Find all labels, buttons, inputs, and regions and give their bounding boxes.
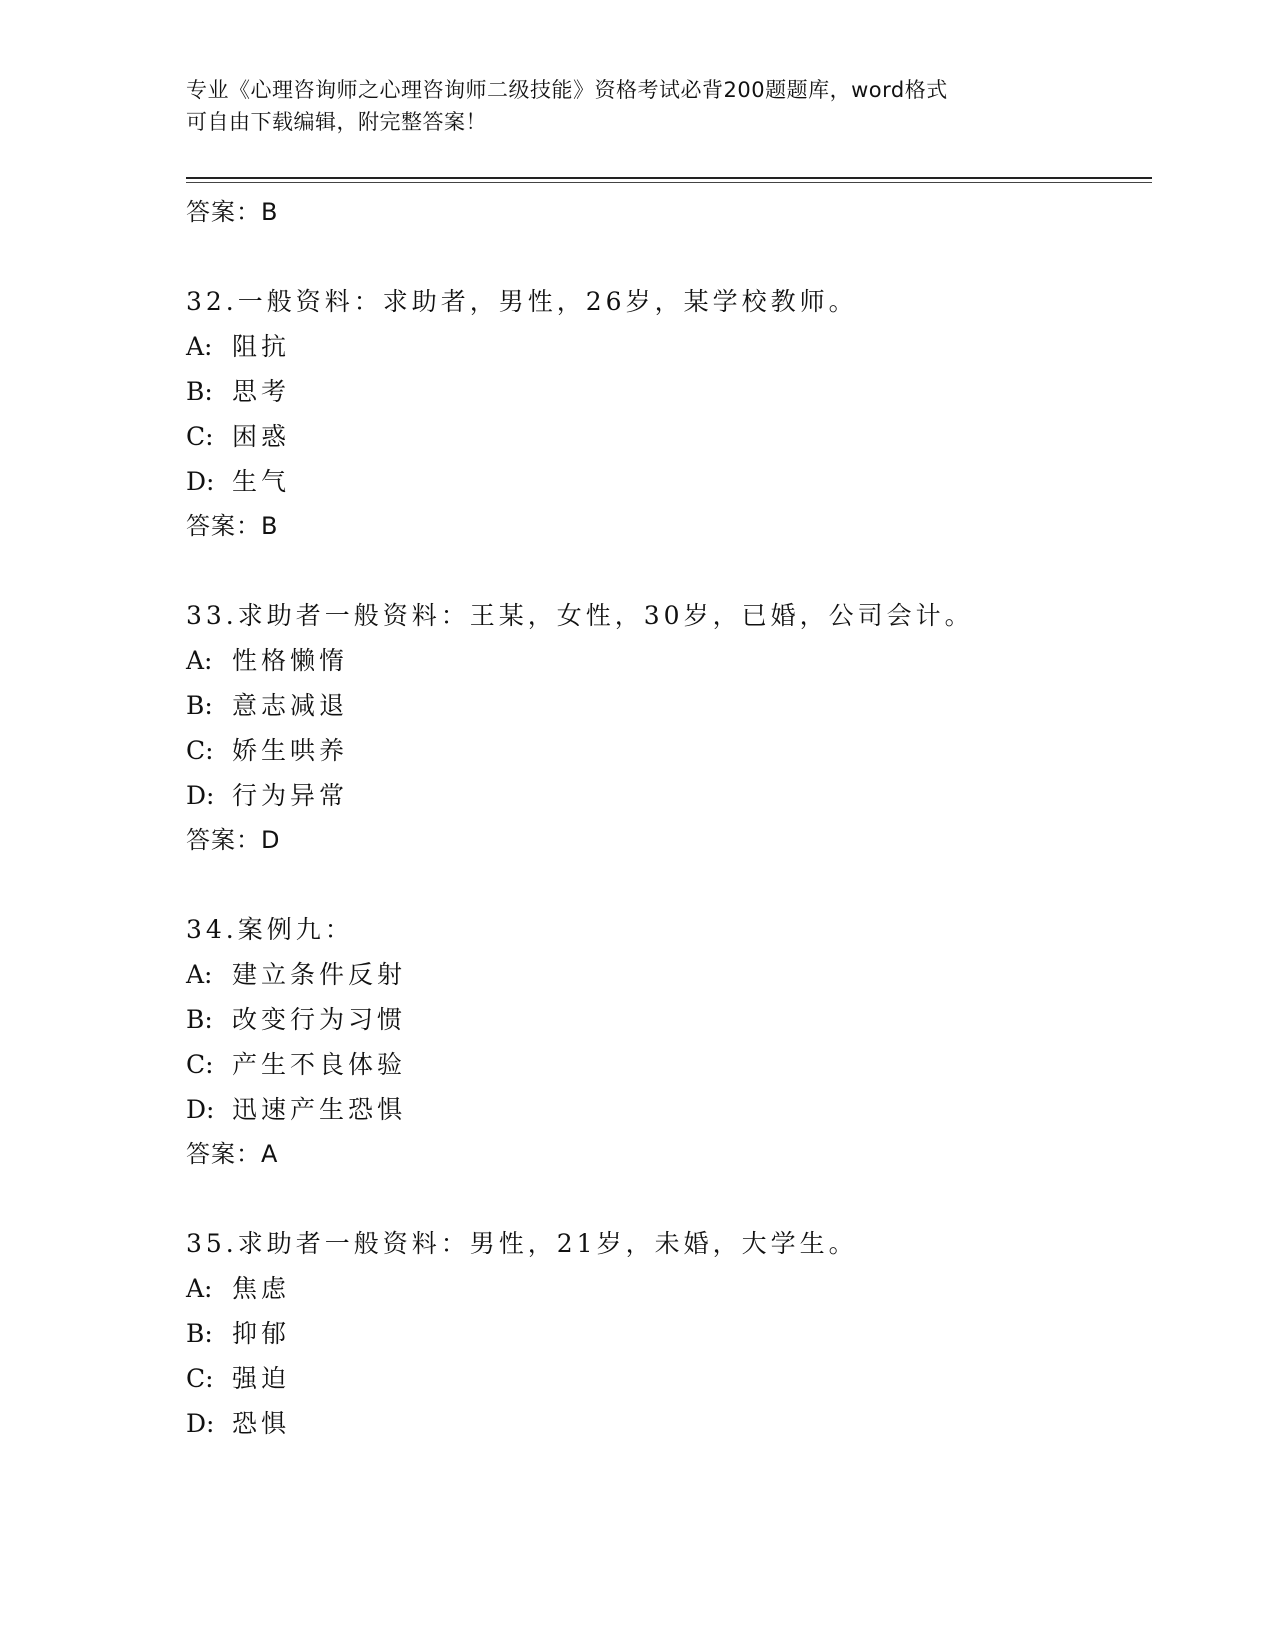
option-letter: B: <box>186 691 213 720</box>
option-text: 改变行为习惯 <box>232 1005 407 1034</box>
option-c <box>186 728 1152 773</box>
option-c <box>186 414 1152 459</box>
spacer <box>186 1177 1152 1221</box>
option-letter: D: <box>186 1095 215 1124</box>
option-letter: B: <box>186 1319 213 1348</box>
option-text: 娇生哄养 <box>232 736 349 765</box>
question-stem: 34.案例九： <box>186 915 354 944</box>
option-text: 强迫 <box>232 1364 291 1393</box>
question-stem: 35.求助者一般资料：男性，21岁，未婚，大学生。 <box>186 1229 858 1258</box>
spacer <box>186 235 1152 279</box>
option-letter: A: <box>186 332 213 361</box>
option-c <box>186 1042 1152 1087</box>
answer-line: 答案：D <box>186 826 281 854</box>
option-letter: C: <box>186 1050 214 1079</box>
option-text: 建立条件反射 <box>232 960 407 989</box>
option-letter: D: <box>186 781 215 810</box>
option-a <box>186 638 1152 683</box>
option-text: 性格懒惰 <box>232 646 349 675</box>
option-letter: C: <box>186 736 214 765</box>
option-text: 抑郁 <box>232 1319 291 1348</box>
option-letter: B: <box>186 377 213 406</box>
option-b <box>186 369 1152 414</box>
option-a <box>186 1266 1152 1311</box>
option-letter: A: <box>186 960 213 989</box>
document-header <box>186 74 1066 138</box>
option-b <box>186 683 1152 728</box>
option-text: 意志减退 <box>232 691 349 720</box>
option-c <box>186 1356 1152 1401</box>
option-text: 焦虑 <box>232 1274 291 1303</box>
option-letter: A: <box>186 646 213 675</box>
option-letter: A: <box>186 1274 213 1303</box>
option-d <box>186 1087 1152 1132</box>
option-b <box>186 1311 1152 1356</box>
header-line-2: 可自由下载编辑，附完整答案！ <box>186 110 487 134</box>
option-letter: C: <box>186 1364 214 1393</box>
answer-line: 答案：A <box>186 1140 279 1168</box>
option-d <box>186 1401 1152 1446</box>
option-text: 产生不良体验 <box>232 1050 407 1079</box>
option-text: 生气 <box>232 467 291 496</box>
option-text: 迅速产生恐惧 <box>232 1095 407 1124</box>
option-letter: D: <box>186 1409 215 1438</box>
option-d <box>186 773 1152 818</box>
option-text: 思考 <box>232 377 291 406</box>
option-letter: D: <box>186 467 215 496</box>
header-line-1: 专业《心理咨询师之心理咨询师二级技能》资格考试必背200题题库，word格式 <box>186 78 948 102</box>
question-stem: 32.一般资料：求助者，男性，26岁，某学校教师。 <box>186 287 858 316</box>
answer-line: 答案：B <box>186 512 279 540</box>
option-a <box>186 952 1152 997</box>
option-a <box>186 324 1152 369</box>
option-letter: B: <box>186 1005 213 1034</box>
answer-line: 答案：B <box>186 198 279 226</box>
option-text: 行为异常 <box>232 781 349 810</box>
header-divider-thick <box>186 177 1152 179</box>
option-b <box>186 997 1152 1042</box>
spacer <box>186 549 1152 593</box>
spacer <box>186 863 1152 907</box>
option-text: 恐惧 <box>232 1409 291 1438</box>
option-d <box>186 459 1152 504</box>
question-stem: 33.求助者一般资料：王某，女性，30岁，已婚，公司会计。 <box>186 601 974 630</box>
option-letter: C: <box>186 422 214 451</box>
option-text: 阻抗 <box>232 332 291 361</box>
question-list <box>186 190 1152 1446</box>
header-divider-thin <box>186 182 1152 183</box>
option-text: 困惑 <box>232 422 291 451</box>
